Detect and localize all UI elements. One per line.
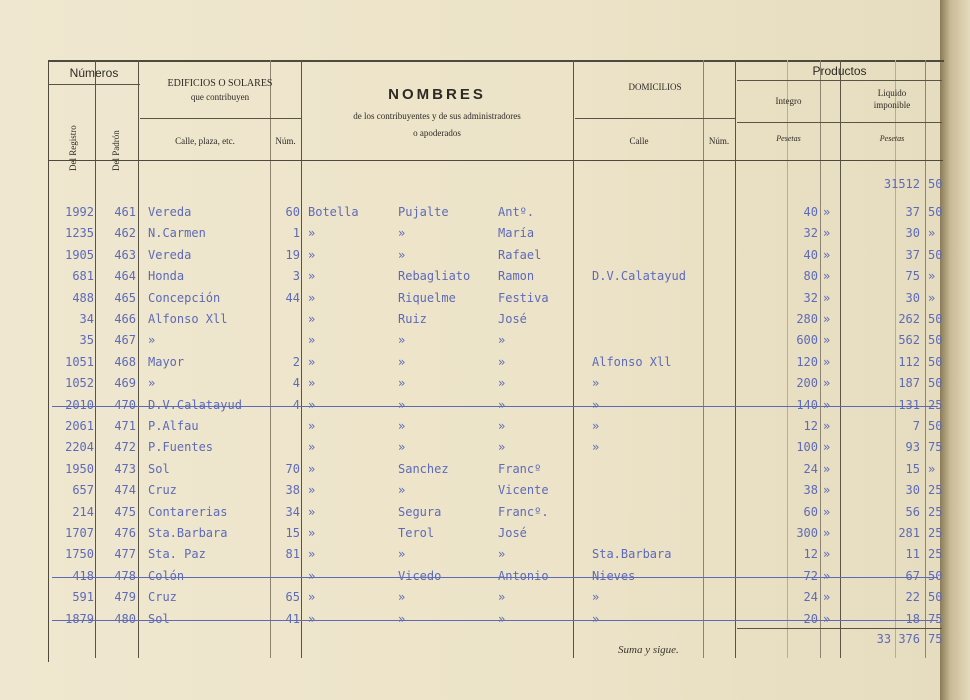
- header-domicilios: DOMICILIOS: [628, 82, 682, 92]
- cell-dom: D.V.Calatayud: [592, 269, 686, 284]
- cell-n2: »: [398, 247, 406, 262]
- cell-n3: »: [498, 333, 506, 348]
- total-liquido: 33 376: [876, 632, 920, 646]
- table-row: [0, 309, 948, 329]
- cell-ic: »: [823, 590, 831, 605]
- header-num2: Núm.: [708, 136, 730, 146]
- cell-lc: 25: [928, 397, 943, 412]
- cell-lc: 50: [928, 590, 943, 605]
- header-nombres-sub1: de los contribuyentes y de sus administradores: [353, 111, 521, 121]
- cell-n1: Botella: [308, 205, 359, 219]
- cell-n1: »: [308, 376, 316, 391]
- cell-n1: »: [308, 226, 316, 241]
- header-bottom-line: [48, 160, 943, 161]
- table-row: [0, 587, 948, 607]
- cell-dom: »: [592, 419, 600, 433]
- cell-pad: 462: [114, 226, 136, 241]
- table-row: [0, 437, 948, 457]
- cell-n3: Antº.: [498, 205, 535, 219]
- cell-lc: 25: [928, 504, 943, 519]
- cell-n3: »: [498, 611, 506, 626]
- cell-reg: 2010: [65, 397, 94, 412]
- cell-integro: 300: [796, 526, 818, 540]
- total-cents: 75: [928, 632, 943, 646]
- cell-n3: »: [498, 376, 506, 391]
- table-row: [0, 566, 948, 586]
- cell-reg: 1905: [65, 247, 94, 262]
- cell-reg: 1950: [65, 461, 94, 476]
- cell-pad: 463: [114, 247, 136, 262]
- cell-reg: 2061: [65, 419, 94, 433]
- cell-street: »: [148, 333, 156, 348]
- cell-reg: 681: [72, 269, 94, 284]
- cell-integro: 140: [796, 397, 818, 412]
- cell-ic: »: [823, 376, 831, 391]
- cell-liquido: 75: [905, 269, 920, 284]
- header-nombres: NOMBRES: [388, 86, 486, 103]
- cell-dom: Alfonso Xll: [592, 354, 672, 369]
- header-que-contribuyen: que contribuyen: [190, 92, 250, 102]
- cell-dom: Nieves: [592, 568, 636, 583]
- cell-n2: Terol: [398, 526, 435, 540]
- cell-liquido: 22: [905, 590, 920, 605]
- cell-integro: 280: [796, 312, 818, 326]
- cell-no: 1: [292, 226, 300, 241]
- header-integro: Integro: [775, 96, 802, 106]
- cell-reg: 2204: [65, 440, 94, 455]
- cell-pad: 469: [114, 376, 136, 391]
- cell-liquido: 18: [905, 611, 920, 626]
- cell-pad: 475: [114, 504, 136, 519]
- cell-n2: »: [398, 483, 406, 498]
- table-row: [0, 523, 948, 543]
- cell-n1: »: [308, 590, 316, 605]
- cell-lc: 50: [928, 419, 943, 433]
- header-del-registro: Del Registro: [68, 125, 78, 171]
- cell-integro: 600: [796, 333, 818, 348]
- cell-no: 34: [285, 504, 300, 519]
- header-line: [140, 118, 302, 119]
- header-edificios: EDIFICIOS O SOLARES: [167, 78, 273, 89]
- cell-integro: 12: [803, 419, 818, 433]
- cell-n2: Sanchez: [398, 461, 449, 476]
- cell-pad: 471: [114, 419, 136, 433]
- table-row: [0, 459, 948, 479]
- cell-reg: 214: [72, 504, 94, 519]
- cell-n1: »: [308, 547, 316, 562]
- cell-integro: 72: [803, 568, 818, 583]
- cell-no: 70: [285, 461, 300, 476]
- cell-ic: »: [823, 205, 831, 219]
- cell-no: 65: [285, 590, 300, 605]
- table-row: [0, 502, 948, 522]
- cell-liquido: 56: [905, 504, 920, 519]
- cell-no: 4: [292, 376, 300, 391]
- cell-n1: »: [308, 354, 316, 369]
- cell-n2: »: [398, 354, 406, 369]
- cell-street: Contarerias: [148, 504, 228, 519]
- header-num: Núm.: [275, 136, 296, 146]
- cell-pad: 480: [114, 611, 136, 626]
- cell-n3: Antonio: [498, 568, 549, 583]
- table-row: [0, 288, 948, 308]
- cell-pad: 478: [114, 568, 136, 583]
- cell-n2: »: [398, 590, 406, 605]
- cell-n1: »: [308, 483, 316, 498]
- header-liquido: Liquido: [877, 88, 907, 98]
- header-calle: Calle: [629, 136, 649, 146]
- cell-dom: Sta.Barbara: [592, 547, 672, 562]
- cell-street: Cruz: [148, 590, 177, 605]
- cell-n1: »: [308, 247, 316, 262]
- cell-n2: Segura: [398, 504, 442, 519]
- table-row: [0, 266, 948, 286]
- cell-liquido: 281: [898, 526, 920, 540]
- cell-pad: 470: [114, 397, 136, 412]
- cell-n3: Vicente: [498, 483, 549, 498]
- cell-n1: »: [308, 504, 316, 519]
- cell-street: P.Fuentes: [148, 440, 214, 455]
- cell-lc: 50: [928, 568, 943, 583]
- cell-pad: 461: [114, 205, 136, 219]
- cell-ic: »: [823, 440, 831, 455]
- cell-reg: 35: [79, 333, 94, 348]
- cell-n1: »: [308, 397, 316, 412]
- cell-integro: 100: [796, 440, 818, 455]
- table-row: [0, 245, 948, 265]
- cell-n1: »: [308, 461, 316, 476]
- cell-integro: 20: [803, 611, 818, 626]
- cell-liquido: 30: [905, 483, 920, 498]
- cell-reg: 34: [79, 312, 94, 326]
- cell-no: 2: [292, 354, 300, 369]
- cell-n1: »: [308, 312, 316, 326]
- cell-n2: »: [398, 226, 406, 241]
- cell-ic: »: [823, 333, 831, 348]
- cell-n3: Festiva: [498, 290, 549, 305]
- cell-liquido: 11: [905, 547, 920, 562]
- cell-n2: »: [398, 547, 406, 562]
- cell-n3: »: [498, 397, 506, 412]
- cell-n2: Rebagliato: [398, 269, 471, 284]
- table-row: [0, 609, 948, 629]
- cell-pad: 477: [114, 547, 136, 562]
- cell-n3: »: [498, 547, 506, 562]
- cell-reg: 1052: [65, 376, 94, 391]
- table-row: [0, 416, 948, 436]
- cell-no: 81: [285, 547, 300, 562]
- cell-liquido: 187: [898, 376, 920, 391]
- cell-integro: 200: [796, 376, 818, 391]
- carry-liquido: 31512: [883, 177, 920, 191]
- cell-pad: 466: [114, 312, 136, 326]
- cell-street: Sol: [148, 461, 170, 476]
- cell-no: 15: [285, 526, 300, 540]
- cell-no: 60: [285, 205, 300, 219]
- cell-street: Cruz: [148, 483, 177, 498]
- cell-pad: 473: [114, 461, 136, 476]
- cell-reg: 591: [72, 590, 94, 605]
- cell-n1: »: [308, 611, 316, 626]
- cell-liquido: 30: [905, 226, 920, 241]
- header-line: [737, 80, 942, 81]
- cell-street: Sta.Barbara: [148, 526, 228, 540]
- cell-n2: »: [398, 611, 406, 626]
- header-nombres-sub2: o apoderados: [413, 128, 461, 138]
- cell-n2: »: [398, 440, 406, 455]
- carry-cents: 50: [928, 177, 943, 191]
- cell-lc: »: [928, 461, 936, 476]
- cell-lc: 50: [928, 247, 943, 262]
- cell-n3: »: [498, 440, 506, 455]
- cell-n3: José: [498, 526, 527, 540]
- cell-integro: 40: [803, 205, 818, 219]
- cell-integro: 32: [803, 226, 818, 241]
- cell-liquido: 562: [898, 333, 920, 348]
- cell-pad: 479: [114, 590, 136, 605]
- cell-liquido: 30: [905, 290, 920, 305]
- cell-liquido: 37: [905, 247, 920, 262]
- table-row: [0, 330, 948, 350]
- cell-integro: 120: [796, 354, 818, 369]
- header-calle-plaza: Calle, plaza, etc.: [175, 136, 235, 146]
- cell-n2: Ruiz: [398, 312, 427, 326]
- cell-street: Sta. Paz: [148, 547, 206, 562]
- cell-n2: Riquelme: [398, 290, 456, 305]
- cell-lc: 50: [928, 312, 943, 326]
- cell-n1: »: [308, 269, 316, 284]
- cell-reg: 1879: [65, 611, 94, 626]
- cell-ic: »: [823, 290, 831, 305]
- cell-lc: 25: [928, 547, 943, 562]
- cell-n3: »: [498, 419, 506, 433]
- header-imponible: imponible: [873, 100, 911, 110]
- header-line: [48, 84, 140, 85]
- cell-ic: »: [823, 419, 831, 433]
- cell-dom: »: [592, 397, 600, 412]
- cell-n3: Rafael: [498, 247, 542, 262]
- cell-lc: 75: [928, 611, 943, 626]
- cell-ic: »: [823, 526, 831, 540]
- cell-liquido: 112: [898, 354, 920, 369]
- cell-lc: 75: [928, 440, 943, 455]
- cell-integro: 32: [803, 290, 818, 305]
- cell-ic: »: [823, 568, 831, 583]
- cell-street: Vereda: [148, 247, 192, 262]
- cell-n1: »: [308, 290, 316, 305]
- header-line: [737, 122, 942, 123]
- cell-lc: 50: [928, 376, 943, 391]
- cell-street: Alfonso Xll: [148, 312, 228, 326]
- cell-reg: 1992: [65, 205, 94, 219]
- cell-liquido: 93: [905, 440, 920, 455]
- cell-street: Colón: [148, 568, 185, 583]
- cell-street: Mayor: [148, 354, 185, 369]
- cell-liquido: 67: [905, 568, 920, 583]
- cell-n1: »: [308, 568, 316, 583]
- cell-n3: »: [498, 354, 506, 369]
- cell-reg: 1750: [65, 547, 94, 562]
- cell-integro: 24: [803, 461, 818, 476]
- cell-reg: 418: [72, 568, 94, 583]
- header-del-padron: Del Padrón: [111, 130, 121, 171]
- cell-liquido: 7: [912, 419, 920, 433]
- cell-ic: »: [823, 397, 831, 412]
- header-pesetas-liquido: Pesetas: [879, 134, 905, 143]
- cell-reg: 1235: [65, 226, 94, 241]
- cell-liquido: 37: [905, 205, 920, 219]
- cell-no: 4: [292, 397, 300, 412]
- cell-n3: Francº: [498, 461, 542, 476]
- table-row: [0, 202, 948, 222]
- cell-street: Sol: [148, 611, 170, 626]
- table-row: [0, 544, 948, 564]
- cell-lc: »: [928, 290, 936, 305]
- cell-lc: 25: [928, 526, 943, 540]
- cell-n2: »: [398, 397, 406, 412]
- cell-n1: »: [308, 440, 316, 455]
- cell-n3: Francº.: [498, 504, 549, 519]
- cell-lc: »: [928, 269, 936, 284]
- cell-n1: »: [308, 419, 316, 433]
- cell-n1: »: [308, 333, 316, 348]
- cell-street: Vereda: [148, 205, 192, 219]
- cell-n3: Ramon: [498, 269, 535, 284]
- cell-pad: 464: [114, 269, 136, 284]
- cell-ic: »: [823, 247, 831, 262]
- cell-street: »: [148, 376, 156, 391]
- cell-no: 44: [285, 290, 300, 305]
- suma-y-sigue: Suma y sigue.: [618, 644, 679, 656]
- cell-n2: »: [398, 376, 406, 391]
- cell-n3: María: [498, 226, 535, 241]
- cell-integro: 60: [803, 504, 818, 519]
- cell-dom: »: [592, 376, 600, 391]
- cell-street: D.V.Calatayud: [148, 397, 242, 412]
- table-row: [0, 395, 948, 415]
- cell-ic: »: [823, 226, 831, 241]
- cell-no: 38: [285, 483, 300, 498]
- cell-street: Honda: [148, 269, 185, 284]
- cell-integro: 12: [803, 547, 818, 562]
- cell-lc: »: [928, 226, 936, 241]
- table-row: [0, 352, 948, 372]
- cell-n2: »: [398, 419, 406, 433]
- cell-reg: 1707: [65, 526, 94, 540]
- cell-lc: 25: [928, 483, 943, 498]
- cell-no: 41: [285, 611, 300, 626]
- cell-lc: 50: [928, 354, 943, 369]
- cell-ic: »: [823, 461, 831, 476]
- cell-liquido: 15: [905, 461, 920, 476]
- cell-pad: 468: [114, 354, 136, 369]
- cell-n2: Vicedo: [398, 568, 442, 583]
- cell-n1: »: [308, 526, 316, 540]
- cell-no: 19: [285, 247, 300, 262]
- cell-pad: 476: [114, 526, 136, 540]
- cell-integro: 24: [803, 590, 818, 605]
- cell-ic: »: [823, 547, 831, 562]
- cell-n3: José: [498, 312, 527, 326]
- table-row: [0, 480, 948, 500]
- cell-integro: 40: [803, 247, 818, 262]
- cell-integro: 38: [803, 483, 818, 498]
- cell-n2: Pujalte: [398, 205, 449, 219]
- cell-ic: »: [823, 269, 831, 284]
- cell-dom: »: [592, 611, 600, 626]
- cell-pad: 465: [114, 290, 136, 305]
- header-line: [575, 118, 735, 119]
- cell-dom: »: [592, 590, 600, 605]
- cell-reg: 488: [72, 290, 94, 305]
- table-row: [0, 373, 948, 393]
- cell-liquido: 131: [898, 397, 920, 412]
- cell-no: 3: [292, 269, 300, 284]
- cell-pad: 472: [114, 440, 136, 455]
- header-productos: Productos: [812, 64, 867, 78]
- cell-dom: »: [592, 440, 600, 455]
- cell-integro: 80: [803, 269, 818, 284]
- header-pesetas-integro: Pesetas: [776, 134, 801, 143]
- cell-pad: 467: [114, 333, 136, 348]
- cell-liquido: 262: [898, 312, 920, 326]
- cell-ic: »: [823, 611, 831, 626]
- cell-street: P.Alfau: [148, 419, 199, 433]
- cell-lc: 50: [928, 333, 943, 348]
- cell-pad: 474: [114, 483, 136, 498]
- cell-reg: 1051: [65, 354, 94, 369]
- cell-lc: 50: [928, 205, 943, 219]
- cell-reg: 657: [72, 483, 94, 498]
- cell-ic: »: [823, 483, 831, 498]
- cell-ic: »: [823, 504, 831, 519]
- cell-n2: »: [398, 333, 406, 348]
- cell-n3: »: [498, 590, 506, 605]
- cell-street: Concepción: [148, 290, 221, 305]
- cell-ic: »: [823, 354, 831, 369]
- table-row: [0, 223, 948, 243]
- cell-ic: »: [823, 312, 831, 326]
- header-numeros: Números: [69, 66, 119, 80]
- cell-street: N.Carmen: [148, 226, 206, 241]
